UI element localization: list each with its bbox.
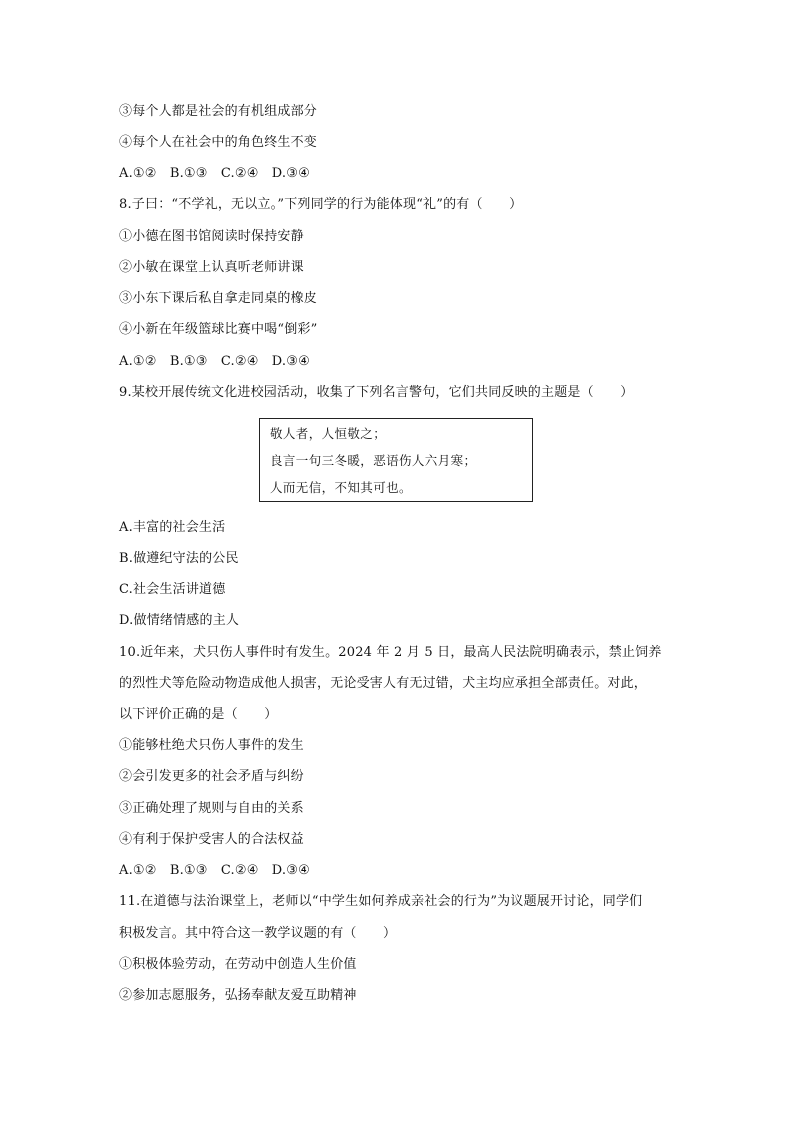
option-line: ②参加志愿服务，弘扬奉献友爱互助精神 bbox=[119, 988, 357, 1003]
option-line: C.社会生活讲道德 bbox=[119, 582, 226, 597]
answer-choices: A.①② B.①③ C.②④ D.③④ bbox=[119, 863, 310, 878]
option-line: D.做情绪情感的主人 bbox=[119, 613, 240, 628]
option-line: ③正确处理了规则与自由的关系 bbox=[119, 801, 304, 816]
quote-line: 敬人者，人恒敬之； bbox=[270, 426, 387, 441]
question-11: 11.在道德与法治课堂上，老师以“中学生如何养成亲社会的行为”为议题展开讨论，同学们 bbox=[119, 894, 643, 909]
option-line: A.丰富的社会生活 bbox=[119, 520, 226, 535]
question-10-cont: 以下评价正确的是（ ） bbox=[119, 707, 278, 722]
option-line: ④每个人在社会中的角色终生不变 bbox=[119, 135, 318, 150]
option-line: ①能够杜绝犬只伤人事件的发生 bbox=[119, 738, 304, 753]
option-line: ②小敏在课堂上认真听老师讲课 bbox=[119, 260, 304, 275]
option-line: B.做遵纪守法的公民 bbox=[119, 551, 239, 566]
option-line: ④有利于保护受害人的合法权益 bbox=[119, 832, 304, 847]
quote-box bbox=[259, 418, 533, 502]
answer-choices: A.①② B.①③ C.②④ D.③④ bbox=[119, 354, 310, 369]
option-line: ③每个人都是社会的有机组成部分 bbox=[119, 104, 318, 119]
option-line: ③小东下课后私自拿走同桌的橡皮 bbox=[119, 291, 318, 306]
question-10-cont: 的烈性犬等危险动物造成他人损害，无论受害人有无过错，犬主均应承担全部责任。对此， bbox=[119, 676, 648, 691]
option-line: ①积极体验劳动，在劳动中创造人生价值 bbox=[119, 957, 357, 972]
question-10: 10.近年来，犬只伤人事件时有发生。2024 年 2 月 5 日，最高人民法院明确表示，禁止饲养 bbox=[119, 645, 662, 660]
answer-choices: A.①② B.①③ C.②④ D.③④ bbox=[119, 166, 310, 181]
option-line: ②会引发更多的社会矛盾与纠纷 bbox=[119, 769, 304, 784]
quote-line: 人而无信，不知其可也。 bbox=[270, 480, 412, 495]
quote-line: 良言一句三冬暖，恶语伤人六月寒； bbox=[270, 453, 477, 468]
question-11-cont: 积极发言。其中符合这一教学议题的有（ ） bbox=[119, 926, 397, 941]
question-9: 9.某校开展传统文化进校园活动，收集了下列名言警句，它们共同反映的主题是（ ） bbox=[119, 385, 634, 400]
option-line: ①小德在图书馆阅读时保持安静 bbox=[119, 229, 304, 244]
question-8: 8.子曰：“不学礼，无以立。”下列同学的行为能体现“礼”的有（ ） bbox=[119, 197, 523, 212]
option-line: ④小新在年级篮球比赛中喝“倒彩” bbox=[119, 322, 318, 337]
